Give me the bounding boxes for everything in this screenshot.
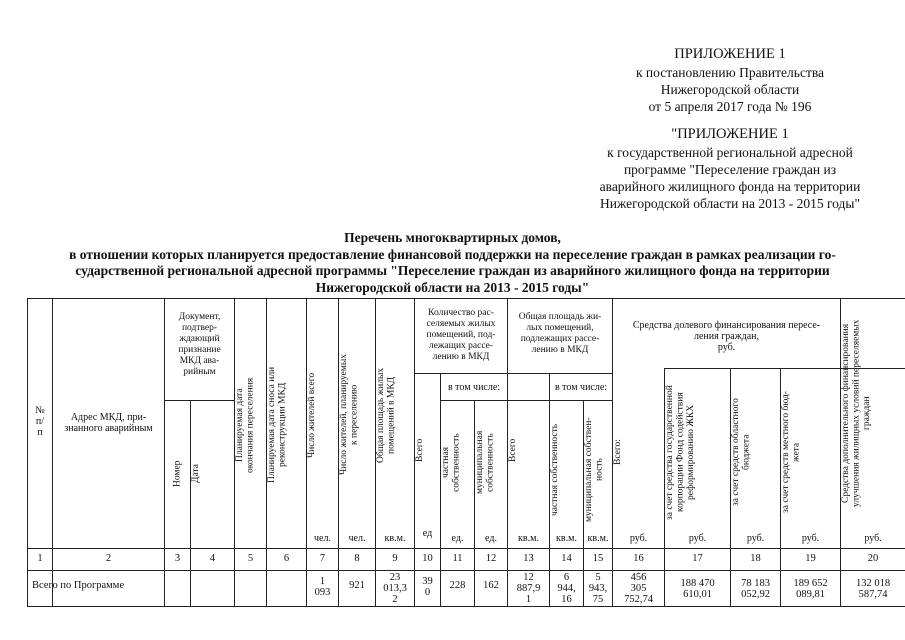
header-area-incl: в том числе: bbox=[554, 382, 608, 393]
col-number: 19 bbox=[805, 553, 816, 564]
title-line: Нижегородской области на 2013 - 2015 годы" bbox=[315, 279, 590, 295]
program-appendix-line: аварийного жилищного фонда на территории bbox=[599, 179, 861, 194]
header-fund-regional: за счет средств областного бюджета bbox=[731, 398, 752, 507]
unit-fund-jkh: руб. bbox=[688, 533, 707, 544]
col-number: 6 bbox=[283, 553, 290, 564]
program-appendix-header bbox=[560, 126, 900, 212]
private-rooms: 228 bbox=[449, 580, 466, 591]
table-border bbox=[27, 570, 905, 571]
total-area: 23 013,3 2 bbox=[383, 572, 407, 605]
col-number: 13 bbox=[523, 553, 534, 564]
col-number: 18 bbox=[750, 553, 761, 564]
header-doc-date: Дата bbox=[191, 464, 201, 484]
program-appendix-line: к государственной региональной адресной bbox=[607, 145, 853, 160]
col-number: 14 bbox=[561, 553, 572, 564]
header-total-rooms: Всего bbox=[415, 438, 425, 462]
col-number: 4 bbox=[209, 553, 216, 564]
program-appendix-line: Нижегородской области на 2013 - 2015 годы" bbox=[600, 196, 860, 211]
header-row-number: № п/ п bbox=[35, 405, 45, 438]
unit-residents-planned: чел. bbox=[348, 533, 366, 544]
header-residents-planned: Число жителей, планируемых к переселению bbox=[339, 354, 360, 476]
col-number: 10 bbox=[422, 553, 433, 564]
header-total-area2: Всего bbox=[508, 438, 518, 462]
header-municipal-rooms: муниципальная собственность bbox=[475, 430, 496, 495]
col-number: 12 bbox=[485, 553, 497, 564]
table-border bbox=[27, 548, 905, 549]
col-number: 8 bbox=[354, 553, 360, 564]
municipal-rooms: 162 bbox=[483, 580, 499, 591]
header-private-area: частная собственность bbox=[550, 423, 560, 517]
header-address: Адрес МКД, при- знанного аварийным bbox=[64, 412, 153, 434]
col-number: 17 bbox=[692, 553, 703, 564]
total-residents: 1 093 bbox=[314, 576, 331, 598]
header-private-rooms: частная собственность bbox=[441, 433, 462, 492]
col-number: 11 bbox=[452, 553, 463, 564]
col-number: 7 bbox=[319, 553, 326, 564]
header-doc-number: Номер bbox=[172, 460, 183, 488]
total-label: Всего по Программе bbox=[32, 580, 125, 591]
header-rooms-incl: в том числе: bbox=[447, 382, 501, 393]
title-line: сударственной региональной адресной программы "Переселение граждан из аварийного жилищного фонда на территории bbox=[75, 263, 830, 278]
unit-municipal-area: кв.м. bbox=[587, 533, 609, 544]
unit-fund-regional: руб. bbox=[746, 533, 765, 544]
unit-funding-total: руб. bbox=[629, 533, 648, 544]
title-line: Перечень многоквартирных домов, bbox=[344, 230, 561, 245]
program-appendix-line: программе "Переселение граждан из bbox=[623, 162, 837, 177]
header-fund-jkh: за счет средства государственной корпорации Фонд содействия реформированию ЖКХ bbox=[665, 385, 696, 520]
col-number: 3 bbox=[174, 553, 181, 564]
header-area-group: Общая площадь жи- лых помещений, подлежащих рассе- лению в МКД bbox=[518, 312, 602, 355]
col-number: 16 bbox=[633, 553, 644, 564]
col-number: 5 bbox=[247, 553, 254, 564]
header-fund-local: за счет средств местного бюд- жета bbox=[781, 391, 802, 514]
header-planned-end: Планируемая дата окончания переселения bbox=[235, 377, 256, 473]
header-document: Документ, подтвер- ждающий признание МКД ава- рийным bbox=[178, 312, 221, 377]
header-funding-group: Средства долевого финансирования пересе- ления граждан, руб. bbox=[632, 320, 821, 353]
program-appendix-title: "ПРИЛОЖЕНИЕ 1 bbox=[671, 126, 789, 142]
total-rooms: 39 0 bbox=[422, 576, 433, 598]
appendix-title: ПРИЛОЖЕНИЕ 1 bbox=[674, 46, 786, 62]
table-border bbox=[164, 400, 234, 401]
unit-private-area: кв.м. bbox=[556, 533, 577, 544]
col-number: 9 bbox=[392, 553, 398, 564]
table-border bbox=[27, 298, 905, 299]
unit-residents-total: чел. bbox=[314, 533, 331, 544]
unit-municipal-rooms: ед. bbox=[485, 533, 497, 544]
title-line: в отношении которых планируется предоставление финансовой поддержки на переселение граждан в рамках реализации го- bbox=[69, 246, 836, 262]
municipal-area: 5 943, 75 bbox=[588, 572, 608, 605]
fund-local: 189 652 089,81 bbox=[793, 578, 828, 600]
col-number: 1 bbox=[37, 553, 43, 564]
header-rooms-group: Количество рас- селяемых жилых помещений, под- лежащих рассе- лению в МКД bbox=[426, 308, 496, 362]
col-number: 2 bbox=[105, 553, 112, 564]
unit-total-area2: кв.м. bbox=[518, 533, 539, 544]
header-fund-additional: Средства дополнительного финансирования улучшения жилищных условий переселяемых граждан bbox=[841, 319, 872, 507]
unit-total-rooms: ед bbox=[422, 528, 433, 539]
fund-additional: 132 018 587,74 bbox=[855, 578, 891, 600]
col-number: 20 bbox=[867, 553, 879, 564]
total-residents-planned: 921 bbox=[349, 580, 365, 591]
header-funding-total: Всего: bbox=[613, 439, 623, 466]
appendix-line: Нижегородской области bbox=[660, 82, 800, 97]
unit-fund-additional: руб. bbox=[864, 533, 882, 544]
header-municipal-area: муниципальная собствен- ность bbox=[584, 417, 605, 523]
header-residents-total: Число жителей всего bbox=[307, 372, 317, 458]
document-title bbox=[0, 230, 905, 296]
resettle-area: 12 887,9 1 bbox=[516, 572, 541, 605]
private-area: 6 944, 16 bbox=[557, 572, 576, 605]
fund-jkh: 188 470 610,01 bbox=[680, 578, 715, 600]
unit-total-area: кв.м. bbox=[384, 533, 406, 544]
appendix-line: от 5 апреля 2017 года № 196 bbox=[648, 99, 812, 114]
appendix-header bbox=[590, 46, 870, 115]
col-number: 15 bbox=[592, 553, 604, 564]
unit-fund-local: руб. bbox=[801, 533, 820, 544]
table-border bbox=[414, 373, 612, 374]
table-border bbox=[27, 606, 905, 607]
header-planned-demolition: Планируемая дата сноса или реконструкции МКД bbox=[267, 366, 288, 484]
appendix-line: к постановлению Правительства bbox=[635, 65, 825, 80]
unit-private-rooms: ед. bbox=[451, 533, 464, 544]
header-total-area: Общая площадь жилых помещений в МКД bbox=[376, 367, 397, 463]
funding-total: 456 305 752,74 bbox=[624, 572, 653, 605]
fund-regional: 78 183 052,92 bbox=[741, 578, 770, 600]
